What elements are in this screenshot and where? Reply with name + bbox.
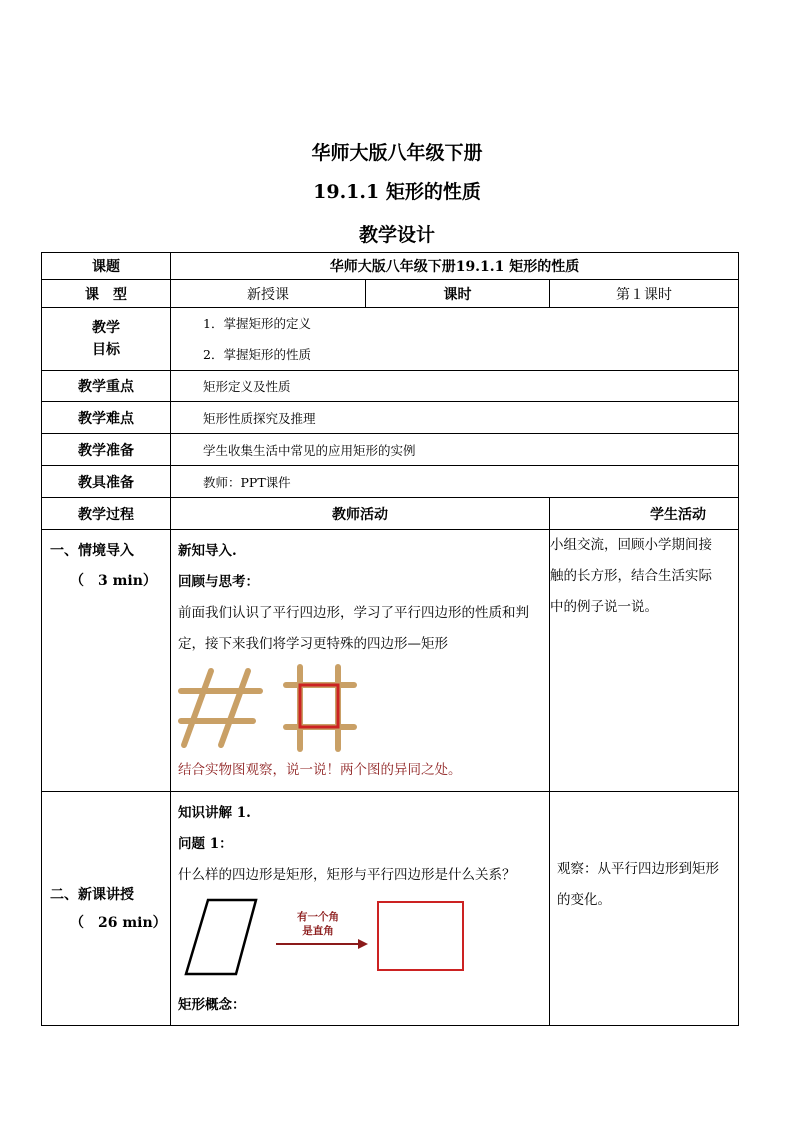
row-topic <box>42 253 739 280</box>
doc-subtitle: 教学设计 <box>358 224 435 246</box>
arrow-label-2: 是直角 <box>302 925 334 937</box>
goal-item: 2．掌握矩形的性质 <box>203 347 311 362</box>
section2-student-line: 的变化。 <box>557 892 611 908</box>
type-label: 课 型 <box>42 280 171 308</box>
row-goals <box>42 308 739 371</box>
process-col-student: 学生活动 <box>550 498 739 530</box>
arrow-head <box>358 939 368 949</box>
goal-item: 1．掌握矩形的定义 <box>203 316 311 331</box>
arrow-label-1: 有一个角 <box>297 911 339 923</box>
section1-lead: 新知导入. <box>178 543 237 559</box>
section1-review: 回顾与思考： <box>178 574 259 590</box>
goals-label <box>42 308 171 371</box>
section1-caption: 结合实物图观察，说一说！两个图的异同之处。 <box>178 762 462 778</box>
row-tools <box>42 466 739 498</box>
hours-label: 课时 <box>366 280 550 308</box>
parallelogram-sticks <box>181 671 260 745</box>
rectangle-shape <box>378 902 463 970</box>
section1-text-2: 定，接下来我们将学习更特殊的四边形—矩形 <box>178 636 448 652</box>
goals-label-line1: 教学 <box>92 320 120 336</box>
row-preparation <box>42 434 739 466</box>
row-key <box>42 371 739 402</box>
row-process-header <box>42 498 739 530</box>
section2-question: 问题 1： <box>178 836 233 852</box>
section1-title: 一、情境导入 <box>50 543 134 559</box>
process-col-teacher: 教师活动 <box>171 498 550 530</box>
section2-concept: 矩形概念： <box>178 997 246 1013</box>
section2-knowledge: 知识讲解 1. <box>178 805 251 821</box>
lesson-plan-table <box>41 252 739 1026</box>
section1-student-line: 小组交流，回顾小学期间接 <box>550 537 712 553</box>
goals-label-line2: 目标 <box>92 342 120 358</box>
section1-student-line: 触的长方形，结合生活实际 <box>550 568 712 584</box>
key-label: 教学重点 <box>42 371 171 402</box>
difficulty-value: 矩形性质探究及推理 <box>171 402 739 434</box>
difficulty-label: 教学难点 <box>42 402 171 434</box>
section2-student <box>550 792 739 1026</box>
section2-stage <box>42 792 171 1026</box>
topic-label: 课题 <box>42 253 171 280</box>
section1-student-line: 中的例子说一说。 <box>550 599 658 615</box>
preparation-label: 教学准备 <box>42 434 171 466</box>
topic-value: 华师大版八年级下册19.1.1 矩形的性质 <box>171 253 739 280</box>
parallelogram-to-rectangle-figure <box>178 892 478 988</box>
tools-value: 教师：PPT课件 <box>171 466 739 498</box>
row-section-new <box>42 792 739 1026</box>
rectangle-sticks <box>286 667 354 749</box>
section1-time: （ 3 min） <box>70 573 157 589</box>
row-section-intro <box>42 530 739 792</box>
rectangle-highlight <box>300 685 338 727</box>
section1-teacher <box>171 530 550 792</box>
process-col-stage: 教学过程 <box>42 498 171 530</box>
section2-time: （ 26 min） <box>70 914 167 931</box>
section2-teacher <box>171 792 550 1026</box>
key-value: 矩形定义及性质 <box>171 371 739 402</box>
parallelogram-shape <box>186 900 256 974</box>
section2-question-text: 什么样的四边形是矩形，矩形与平行四边形是什么关系？ <box>178 867 516 883</box>
doc-title: 华师大版八年级下册 <box>311 142 483 164</box>
tools-label: 教具准备 <box>42 466 171 498</box>
hours-value: 第１课时 <box>550 280 739 308</box>
section1-stage <box>42 530 171 792</box>
row-type <box>42 280 739 308</box>
section2-title: 二、新课讲授 <box>50 886 134 903</box>
type-value: 新授课 <box>171 280 366 308</box>
row-difficulty <box>42 402 739 434</box>
preparation-value: 学生收集生活中常见的应用矩形的实例 <box>171 434 739 466</box>
section2-student-line: 观察：从平行四边形到矩形 <box>557 861 719 877</box>
lesson-title: 19.1.1 矩形的性质 <box>313 181 481 203</box>
section1-text-1: 前面我们认识了平行四边形，学习了平行四边形的性质和判 <box>178 605 529 621</box>
section1-student <box>550 530 739 792</box>
sticks-figure <box>178 663 368 753</box>
goals-value <box>171 308 739 371</box>
